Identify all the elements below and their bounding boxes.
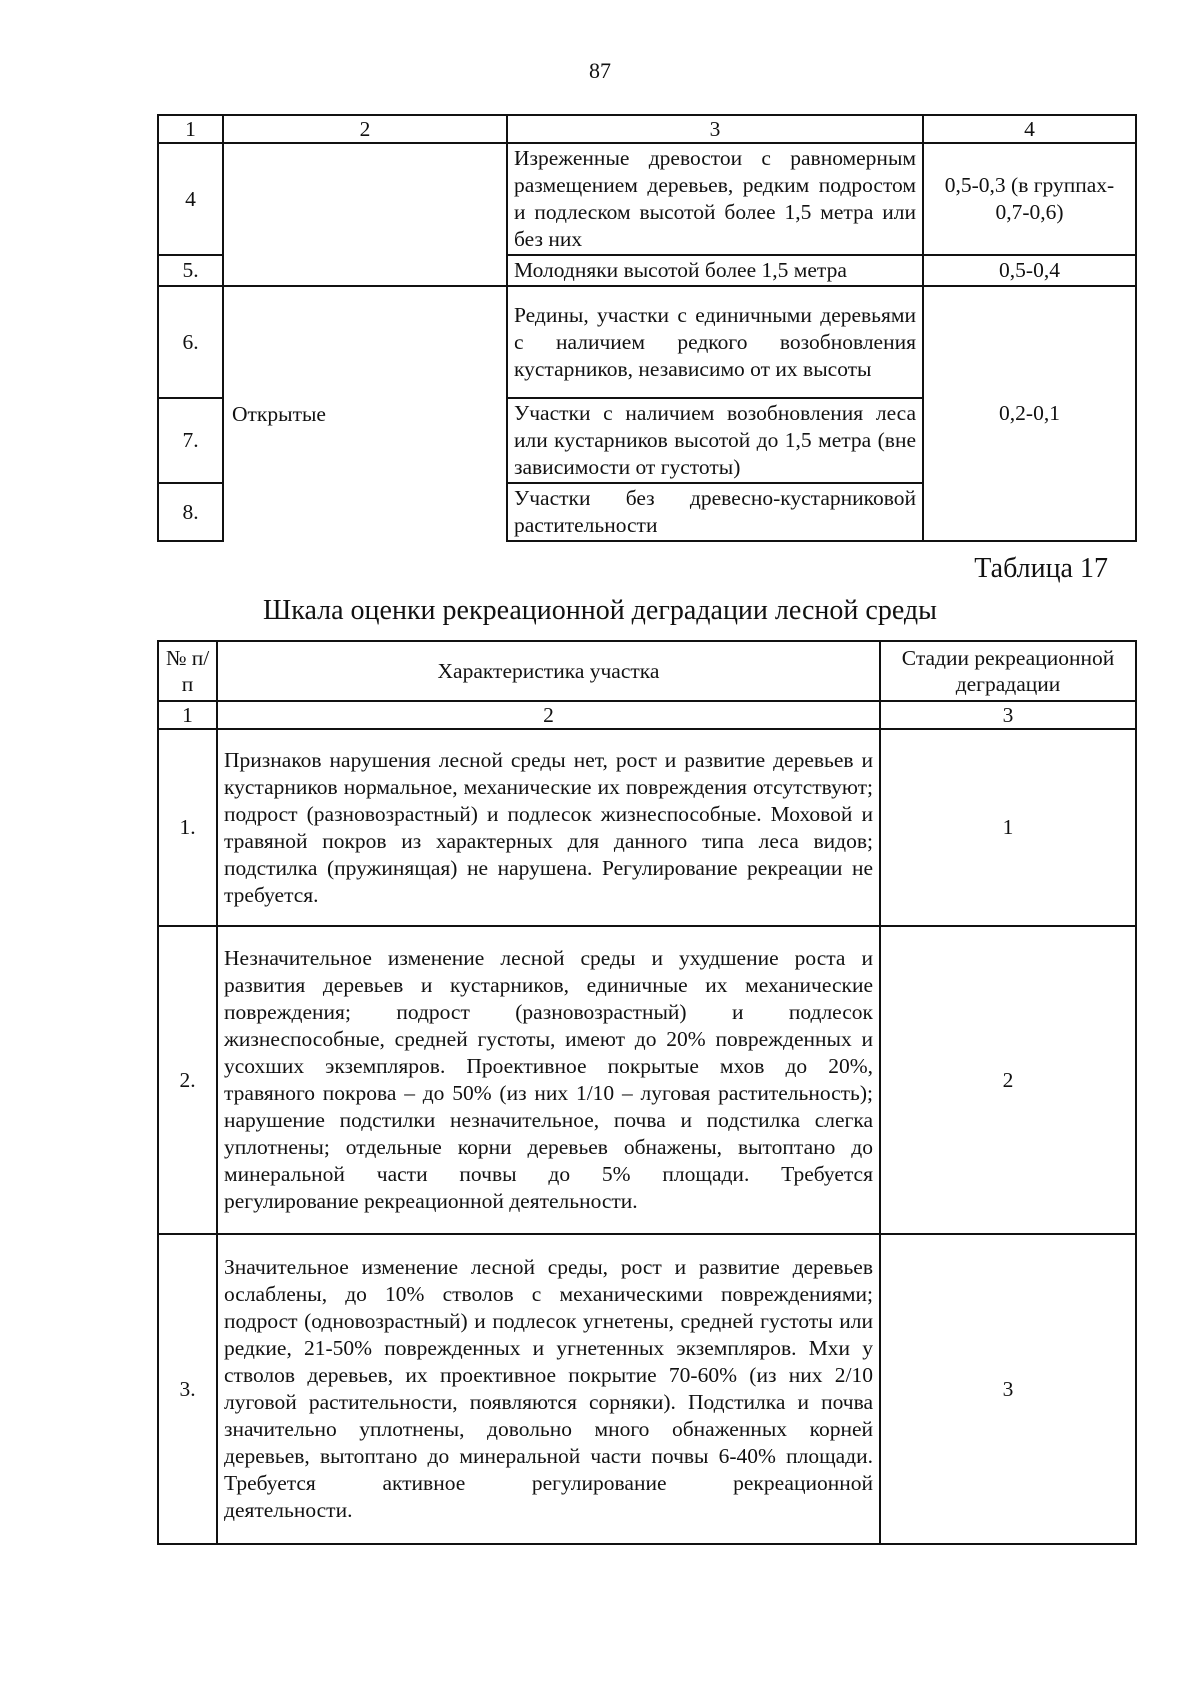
row-value: 0,5-0,4	[923, 255, 1136, 286]
col-number: 4	[923, 115, 1136, 143]
page-number: 87	[589, 58, 611, 83]
row-number: 1.	[158, 729, 217, 926]
row-number: 2.	[158, 926, 217, 1234]
row-description	[217, 926, 880, 1234]
row-description: Молодняки высотой более 1,5 метра	[507, 255, 923, 286]
row-number: 6.	[158, 286, 223, 398]
table-16-continuation	[157, 114, 1137, 542]
table-17	[157, 640, 1137, 1545]
table-title: Шкала оценки рекреационной деградации лесной среды	[263, 595, 937, 626]
col-number: 2	[223, 115, 507, 143]
row-description	[217, 1234, 880, 1544]
open-category-cell: Открытые	[223, 286, 507, 541]
row-stage: 2	[880, 926, 1136, 1234]
description-text: Признаков нарушения лесной среды нет, рост и развитие деревьев и кустарников нормальное, механические их повреждения отсутствуют; подрост (разновозрастный) и подлесок жизнеспособные. Моховой и травяной покров из характерных для данного типа леса видов; подстилка (пружинящая) не нарушена. Регулирование рекреации не	[224, 747, 873, 880]
col-number: 1	[158, 115, 223, 143]
table-label: Таблица 17	[974, 553, 1108, 584]
description-last-line: регулирование рекреационной деятельности.	[224, 1189, 638, 1213]
column-numbers-row	[158, 701, 1136, 729]
description-last-line: требуется.	[224, 882, 319, 907]
description-last-line: деятельности.	[224, 1498, 353, 1522]
table-row	[158, 286, 1136, 398]
row-number: 5.	[158, 255, 223, 286]
table-header-row	[158, 641, 1136, 701]
row-number: 4	[158, 143, 223, 255]
col-number: 3	[880, 701, 1136, 729]
table-row	[158, 926, 1136, 1234]
description-text: Значительное изменение лесной среды, рост и развитие деревьев ослаблены, до 10% стволов с механическими повреждениями; подрост (одновозрастный) и подлесок угнетены, средней густоты или редкие, 21-50% поврежденных и угнетенных экземпляров. Мхи у стволов деревьев, их проективное покрытие 70-60% (из них 2/10 луговой растительности, появляются сорняки). Подстилка и почва значительно уплотнены, довольно много обнаженных корней деревьев, вытоптано до минеральной части почвы 6-40% площади. Требуется активное регулирование рекреационной	[224, 1255, 873, 1495]
open-value-cell: 0,2-0,1	[923, 286, 1136, 541]
col-number: 3	[507, 115, 923, 143]
row-description: Участки с наличием возобновления леса или кустарников высотой до 1,5 метра (вне зависимости от густоты)	[507, 398, 923, 483]
row-number: 7.	[158, 398, 223, 483]
col-header-number: № п/п	[158, 641, 217, 701]
table-header-row	[158, 115, 1136, 143]
row-stage: 1	[880, 729, 1136, 926]
col-number: 2	[217, 701, 880, 729]
row-description: Участки без древесно-кустарниковой растительности	[507, 483, 923, 541]
row-description: Изреженные древостои с равномерным размещением деревьев, редким подростом и подлеском высотой более 1,5 метра или без них	[507, 143, 923, 255]
description-text: Незначительное изменение лесной среды и ухудшение роста и развития деревьев и кустарников, единичные их механические повреждения; подрост (разновозрастный) и подлесок жизнеспособные, средней густоты, имеют до 20% поврежденных и усохших экземпляров. Проективное покрытые мхов до 20%, травяного покрова – до 50% (из них 1/10 – луговая растительность); нарушение подстилки незначительное, почва и подстилка слегка уплотнены; отдельные корни деревьев обнажены, вытоптано до минеральной части почвы до 5% площади. Требуется	[224, 946, 873, 1186]
row-description: Редины, участки с единичными деревьями с наличием редкого возобновления кустарников, независимо от их высоты	[507, 286, 923, 398]
empty-category-cell	[223, 143, 507, 286]
table-row	[158, 729, 1136, 926]
table-row	[158, 143, 1136, 255]
col-header-stage: Стадии рекреационной деградации	[880, 641, 1136, 701]
row-description	[217, 729, 880, 926]
row-value: 0,5-0,3 (в группах- 0,7-0,6)	[923, 143, 1136, 255]
col-header-description: Характеристика участка	[217, 641, 880, 701]
row-stage: 3	[880, 1234, 1136, 1544]
col-number: 1	[158, 701, 217, 729]
row-number: 8.	[158, 483, 223, 541]
table-row	[158, 1234, 1136, 1544]
row-number: 3.	[158, 1234, 217, 1544]
